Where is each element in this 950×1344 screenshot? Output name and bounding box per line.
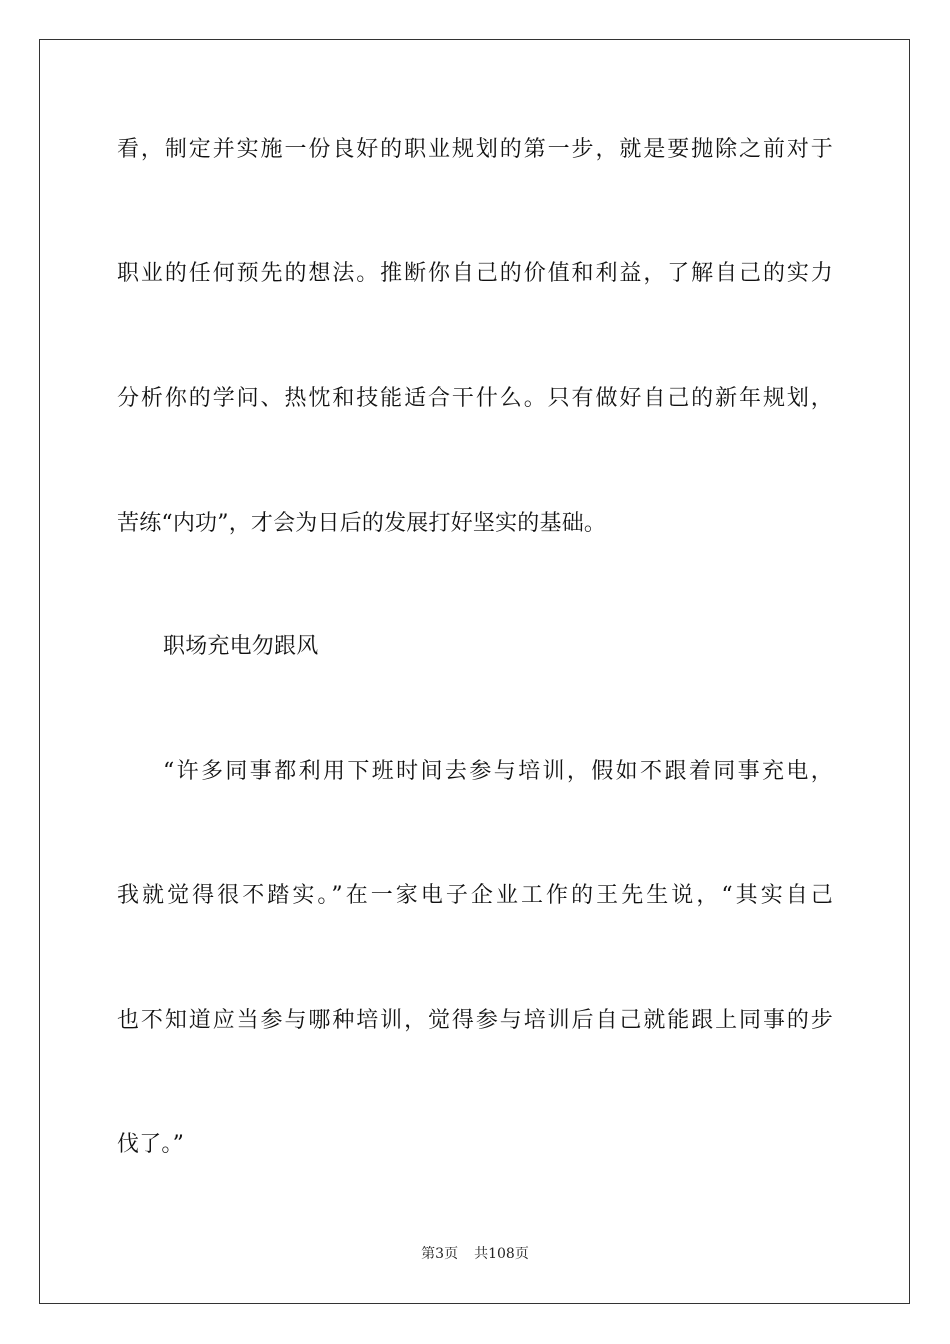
paragraph-line-4: 苦练“内功”，才会为日后的发展打好坚实的基础。 <box>117 511 607 536</box>
paragraph-line-5: “许多同事都利用下班时间去参与培训，假如不跟着同事充电， <box>163 759 833 784</box>
page-footer <box>0 1245 950 1263</box>
paragraph-line-2: 职业的任何预先的想法。推断你自己的价值和利益，了解自己的实力 <box>117 261 833 286</box>
paragraph-line-8: 伐了。” <box>117 1132 185 1157</box>
paragraph-line-6: 我就觉得很不踏实。”在一家电子企业工作的王先生说，“其实自己 <box>117 883 833 908</box>
page-number: 第3页 <box>421 1246 459 1262</box>
paragraph-line-1: 看，制定并实施一份良好的职业规划的第一步，就是要抛除之前对于 <box>117 137 833 162</box>
paragraph-line-3: 分析你的学问、热忱和技能适合干什么。只有做好自己的新年规划， <box>117 386 833 411</box>
page-border <box>39 39 910 1304</box>
section-heading: 职场充电勿跟风 <box>163 634 319 659</box>
paragraph-line-7: 也不知道应当参与哪种培训，觉得参与培训后自己就能跟上同事的步 <box>117 1008 833 1033</box>
page-total: 共108页 <box>474 1246 529 1262</box>
